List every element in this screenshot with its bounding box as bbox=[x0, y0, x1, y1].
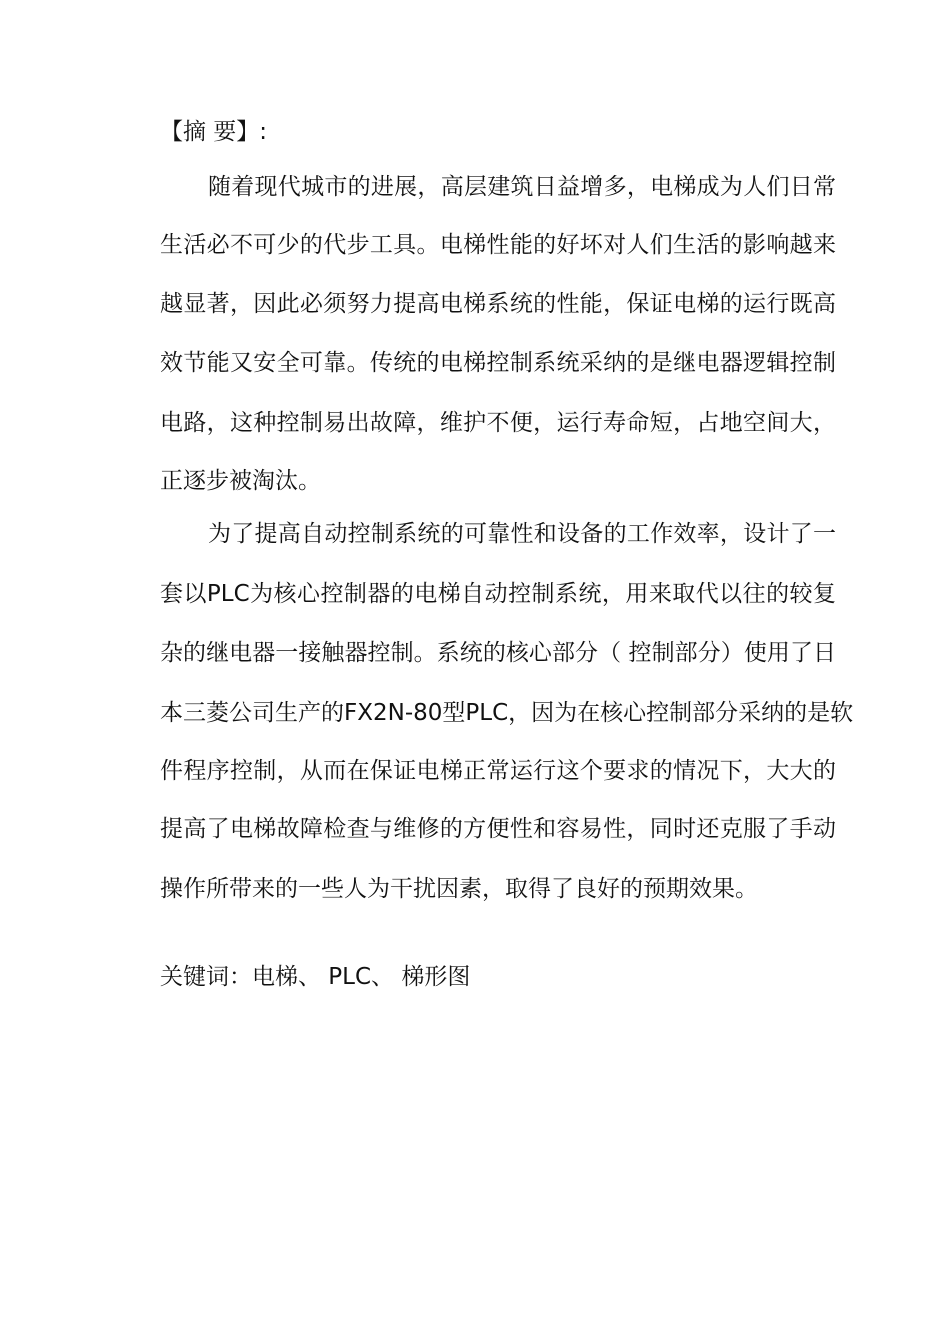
paragraph-1-line-1: 随着现代城市的进展，高层建筑日益增多，电梯成为人们日常 bbox=[208, 174, 836, 200]
paragraph-1-line-3: 越显著，因此必须努力提高电梯系统的性能，保证电梯的运行既高 bbox=[160, 291, 836, 317]
paragraph-2-line-3: 杂的继电器一接触器控制。系统的核心部分（ 控制部分）使用了日 bbox=[160, 640, 836, 666]
paragraph-2-line-4: 本三菱公司生产的FX2N-80型PLC，因为在核心控制部分采纳的是软 bbox=[160, 700, 854, 726]
paragraph-2-line-7: 操作所带来的一些人为干扰因素，取得了良好的预期效果。 bbox=[160, 876, 758, 902]
paragraph-1-line-2: 生活必不可少的代步工具。电梯性能的好坏对人们生活的影响越来 bbox=[160, 232, 836, 258]
keywords-line: 关键词：电梯、 PLC、 梯形图 bbox=[160, 964, 471, 990]
paragraph-2-line-1: 为了提高自动控制系统的可靠性和设备的工作效率，设计了一 bbox=[208, 521, 836, 547]
paragraph-2-line-5: 件程序控制，从而在保证电梯正常运行这个要求的情况下，大大的 bbox=[160, 758, 836, 784]
paragraph-1-line-5: 电路，这种控制易出故障，维护不便，运行寿命短，占地空间大， bbox=[160, 410, 836, 436]
paragraph-1-line-4: 效节能又安全可靠。传统的电梯控制系统采纳的是继电器逻辑控制 bbox=[160, 350, 836, 376]
paragraph-1-line-6: 正逐步被淘汰。 bbox=[160, 468, 321, 494]
paragraph-2-line-6: 提高了电梯故障检查与维修的方便性和容易性，同时还克服了手动 bbox=[160, 816, 836, 842]
paragraph-2-line-2: 套以PLC为核心控制器的电梯自动控制系统，用来取代以往的较复 bbox=[160, 581, 836, 607]
abstract-heading: 【摘 要】: bbox=[160, 119, 268, 145]
